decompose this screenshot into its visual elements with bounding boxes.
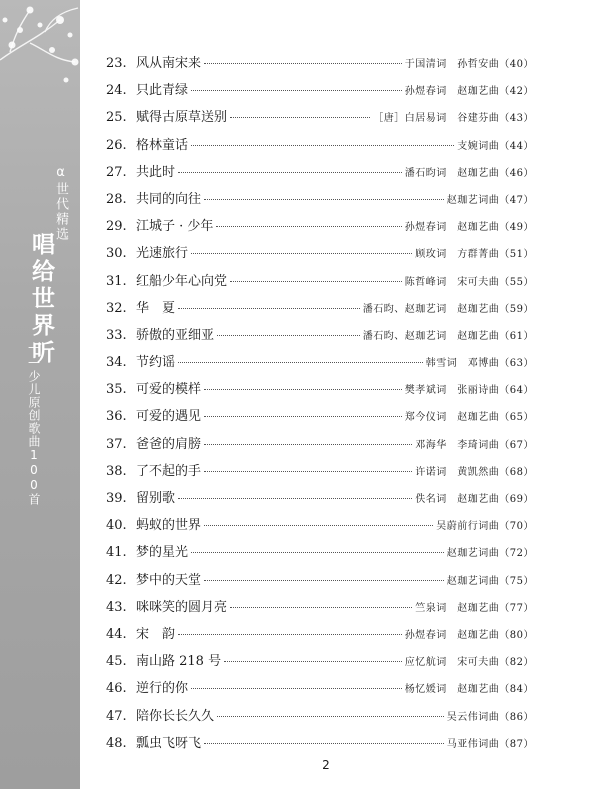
toc-entry-number: 32. (106, 300, 127, 316)
dot-leader (178, 171, 402, 173)
toc-entry-title: 可爱的遇见 (136, 409, 202, 425)
toc-entry[interactable] (106, 322, 534, 349)
dot-leader (204, 742, 444, 744)
toc-entry[interactable] (106, 295, 534, 322)
dot-leader (204, 579, 444, 581)
book-subtitle: ——少儿原创歌曲100首 (27, 340, 41, 506)
toc-entry[interactable] (106, 213, 534, 240)
dot-leader (230, 116, 370, 118)
toc-entry[interactable] (106, 77, 534, 104)
toc-entry-credit: 郑今仪词 赵珈艺曲（65） (404, 412, 534, 424)
toc-entry-number: 26. (106, 137, 127, 153)
toc-entry-credit: 赵珈艺词曲（75） (446, 575, 534, 587)
toc-entry-credit: 竺泉词 赵珈艺曲（77） (415, 602, 534, 614)
toc-entry[interactable] (106, 50, 534, 77)
toc-entry-number: 43. (106, 599, 127, 615)
dot-leader (191, 551, 444, 553)
toc-entry-title: 格林童话 (136, 137, 189, 153)
toc-entry-credit: 于国清词 孙哲安曲（40） (404, 59, 534, 70)
dot-leader (191, 687, 402, 689)
dot-leader (204, 524, 433, 526)
toc-entry-title: 共同的向往 (136, 191, 202, 207)
toc-entry-title: 骄傲的亚细亚 (136, 327, 215, 343)
toc-entry-credit: 陈哲峰词 宋可夫曲（55） (404, 276, 534, 288)
toc-entry-title: 光速旅行 (136, 246, 189, 262)
toc-entry-number: 23. (106, 56, 127, 71)
dot-leader (178, 633, 402, 635)
page-number: 2 (322, 758, 330, 772)
toc-entry-credit: 赵珈艺词曲（72） (446, 548, 534, 560)
dot-leader (230, 280, 402, 282)
dot-leader (178, 497, 412, 499)
dot-leader (191, 144, 454, 146)
toc-entry[interactable] (106, 240, 534, 267)
toc-entry[interactable] (106, 621, 534, 648)
book-title: 唱给世界听 (28, 232, 54, 367)
toc-entry-number: 48. (106, 735, 127, 751)
toc-entry-credit: 潘石昀词 赵珈艺曲（46） (404, 167, 534, 179)
toc-entry-title: 风从南宋来 (136, 56, 202, 71)
toc-entry-credit: 吴蔚前行词曲（70） (436, 521, 534, 533)
toc-entry[interactable] (106, 159, 534, 186)
toc-entry-credit: 顾玫词 方群菁曲（51） (415, 249, 534, 261)
toc-entry-credit: 支婉词曲（44） (457, 140, 534, 152)
toc-entry-title: 南山路 218 号 (136, 654, 222, 670)
dot-leader (216, 225, 401, 227)
toc-entry-title: 咪咪笑的圆月亮 (136, 599, 228, 615)
toc-entry-title: 宋 韵 (136, 626, 176, 642)
toc-entry[interactable] (106, 730, 534, 757)
toc-entry[interactable] (106, 703, 534, 730)
toc-entry[interactable] (106, 485, 534, 512)
toc-entry-credit: 孙煜春词 赵珈艺曲（80） (404, 629, 534, 641)
toc-entry-number: 36. (106, 409, 127, 425)
toc-entry[interactable] (106, 539, 534, 566)
toc-entry[interactable] (106, 458, 534, 485)
toc-entry-title: 蚂蚁的世界 (136, 518, 202, 534)
dot-leader (217, 715, 444, 717)
toc-entry-title: 节约谣 (136, 355, 176, 371)
toc-entry-credit: 许诺词 黄凯然曲（68） (415, 466, 534, 478)
toc-entry-title: 可爱的模样 (136, 382, 202, 398)
series-label: α世代精选 (53, 165, 68, 242)
toc-entry-credit: 赵珈艺词曲（47） (446, 194, 534, 206)
sidebar (0, 0, 80, 789)
dot-leader (217, 334, 360, 336)
table-of-contents (106, 50, 534, 757)
toc-entry-title: 了不起的手 (136, 463, 202, 479)
plum-blossom-decoration (0, 0, 80, 110)
toc-entry-credit: ［唐］白居易词 谷建芬曲（43） (373, 113, 534, 125)
toc-entry-credit: 樊孝斌词 张丽诗曲（64） (404, 385, 534, 397)
toc-entry-number: 45. (106, 654, 127, 670)
toc-entry-credit: 马亚伟词曲（87） (446, 738, 534, 750)
dot-leader (178, 307, 360, 309)
dot-leader (204, 470, 412, 472)
toc-entry[interactable] (106, 512, 534, 539)
toc-entry-title: 爸爸的肩膀 (136, 436, 202, 452)
toc-entry-credit: 孙煜春词 赵珈艺曲（42） (404, 86, 534, 98)
toc-entry-title: 瓢虫飞呀飞 (136, 735, 202, 751)
toc-entry[interactable] (106, 104, 534, 131)
toc-entry-credit: 应忆航词 宋可夫曲（82） (404, 657, 534, 669)
toc-entry-number: 42. (106, 572, 127, 588)
toc-entry-credit: 潘石昀、赵珈艺词 赵珈艺曲（59） (362, 303, 534, 315)
toc-entry-number: 47. (106, 708, 127, 724)
toc-entry-number: 40. (106, 518, 127, 534)
toc-entry-title: 华 夏 (136, 300, 176, 316)
toc-entry-title: 赋得古原草送别 (136, 110, 228, 126)
toc-entry-title: 红船少年心向党 (136, 273, 228, 289)
toc-entry-credit: 孙煜春词 赵珈艺曲（49） (404, 222, 534, 234)
toc-entry-credit: 佚名词 赵珈艺曲（69） (415, 494, 534, 505)
dot-leader (191, 89, 402, 91)
toc-entry-credit: 潘石昀、赵珈艺词 赵珈艺曲（61） (362, 330, 534, 342)
toc-entry-number: 35. (106, 382, 127, 398)
toc-entry-number: 39. (106, 491, 127, 506)
dot-leader (204, 388, 402, 390)
toc-entry[interactable] (106, 132, 534, 159)
toc-entry-title: 江城子 · 少年 (136, 219, 214, 235)
dot-leader (178, 361, 423, 363)
toc-entry[interactable] (106, 268, 534, 295)
toc-entry-number: 46. (106, 681, 127, 697)
toc-entry[interactable] (106, 648, 534, 675)
toc-entry[interactable] (106, 403, 534, 430)
toc-entry[interactable] (106, 675, 534, 702)
toc-entry-number: 31. (106, 273, 127, 289)
toc-entry-number: 33. (106, 327, 127, 343)
toc-entry[interactable] (106, 376, 534, 403)
toc-entry-title: 逆行的你 (136, 681, 189, 697)
toc-entry-title: 梦中的天堂 (136, 572, 202, 588)
toc-entry-title: 陪你长长久久 (136, 708, 215, 724)
toc-entry-title: 梦的星光 (136, 545, 189, 561)
toc-entry-credit: 杨忆媛词 赵珈艺曲（84） (404, 684, 534, 696)
toc-entry-title: 只此青绿 (136, 83, 189, 99)
toc-entry-title: 共此时 (136, 164, 176, 180)
toc-entry-number: 27. (106, 164, 127, 180)
toc-entry[interactable] (106, 186, 534, 213)
toc-entry-number: 29. (106, 219, 127, 235)
toc-entry-number: 28. (106, 191, 127, 207)
toc-entry-number: 30. (106, 246, 127, 262)
toc-entry-number: 24. (106, 83, 127, 99)
toc-entry-credit: 吴云伟词曲（86） (446, 711, 534, 723)
dot-leader (224, 660, 402, 662)
dot-leader (204, 198, 444, 200)
toc-entry-number: 34. (106, 355, 127, 371)
toc-entry-number: 25. (106, 110, 127, 126)
toc-entry[interactable] (106, 431, 534, 458)
toc-entry[interactable] (106, 594, 534, 621)
toc-entry-number: 37. (106, 436, 127, 452)
toc-entry[interactable] (106, 567, 534, 594)
toc-entry-number: 44. (106, 626, 127, 642)
toc-entry-credit: 韩雪词 邓博曲（63） (425, 358, 534, 370)
dot-leader (204, 443, 412, 445)
toc-entry-credit: 邓海华 李琦词曲（67） (415, 439, 534, 451)
dot-leader (191, 252, 412, 254)
toc-entry-number: 41. (106, 545, 127, 561)
dot-leader (204, 62, 402, 64)
dot-leader (230, 606, 412, 608)
toc-entry-number: 38. (106, 463, 127, 479)
toc-entry-title: 留别歌 (136, 491, 176, 506)
dot-leader (204, 415, 402, 417)
toc-entry[interactable] (106, 349, 534, 376)
